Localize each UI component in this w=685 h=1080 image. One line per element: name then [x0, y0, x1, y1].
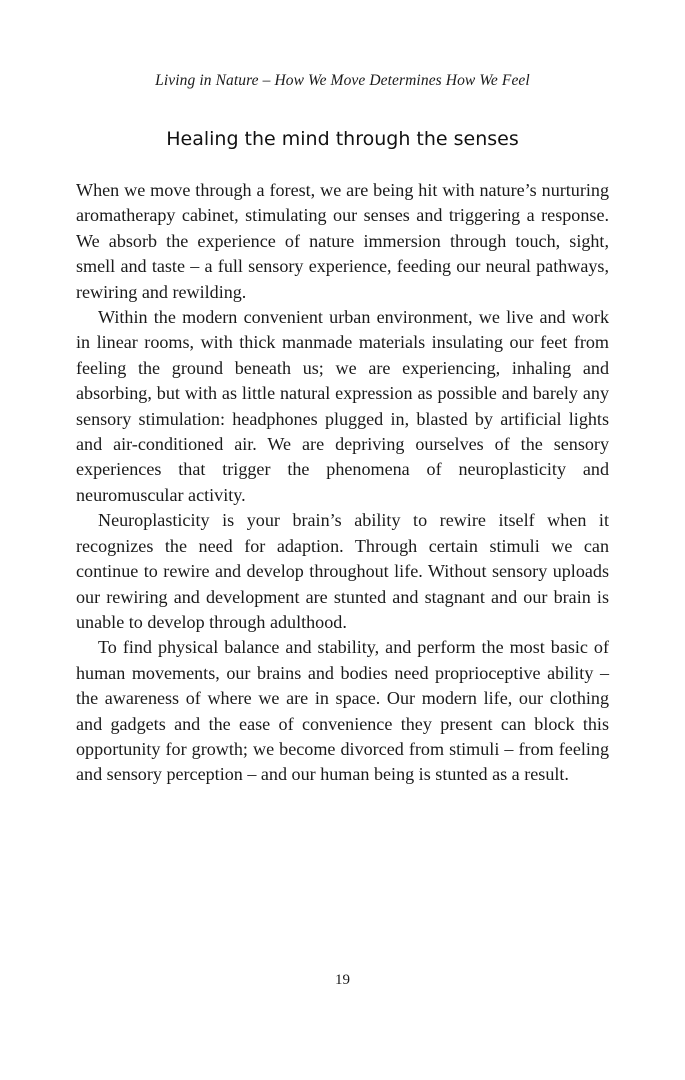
paragraph-4: To find physical balance and stability, and perform the most basic of human movements, our brains and bodies need proprioceptive ability – the awareness of where we are in space. Our modern life, our clothing and gadgets and the ease of convenience they present can block this opportunity for growth; we become divorced from stimuli – from feeling and sensory perception – and our human being is stunted as a result.: [76, 637, 609, 785]
page-number: 19: [335, 972, 350, 988]
running-head: Living in Nature – How We Move Determines How We Feel: [155, 72, 530, 89]
paragraph-2: Within the modern convenient urban environment, we live and work in linear rooms, with thick manmade materials insulating our feet from feeling the ground beneath us; we are experiencing, inhaling and absorbing, but with as little natural expression as possible and barely any sensory stimulation: headphones plugged in, blasted by artificial lights and air-conditioned air. We are depriving ourselves of the sensory experiences that trigger the phenomena of neuroplasticity and neuromuscular activity.: [76, 307, 609, 505]
paragraph-3: Neuroplasticity is your brain’s ability to rewire itself when it recognizes the need for adaption. Through certain stimuli we can continue to rewire and develop throughout life. Without sensory uploads our rewiring and development are stunted and stagnant and our brain is unable to develop through adulthood.: [76, 510, 609, 632]
section-heading: Healing the mind through the senses: [166, 128, 519, 150]
paragraph-1: When we move through a forest, we are being hit with nature’s nurturing aromatherapy cabinet, stimulating our senses and triggering a response. We absorb the experience of nature immersion through touch, sight, smell and taste – a full sensory experience, feeding our neural pathways, rewiring and rewilding.: [76, 180, 609, 302]
body-text: [76, 178, 609, 788]
